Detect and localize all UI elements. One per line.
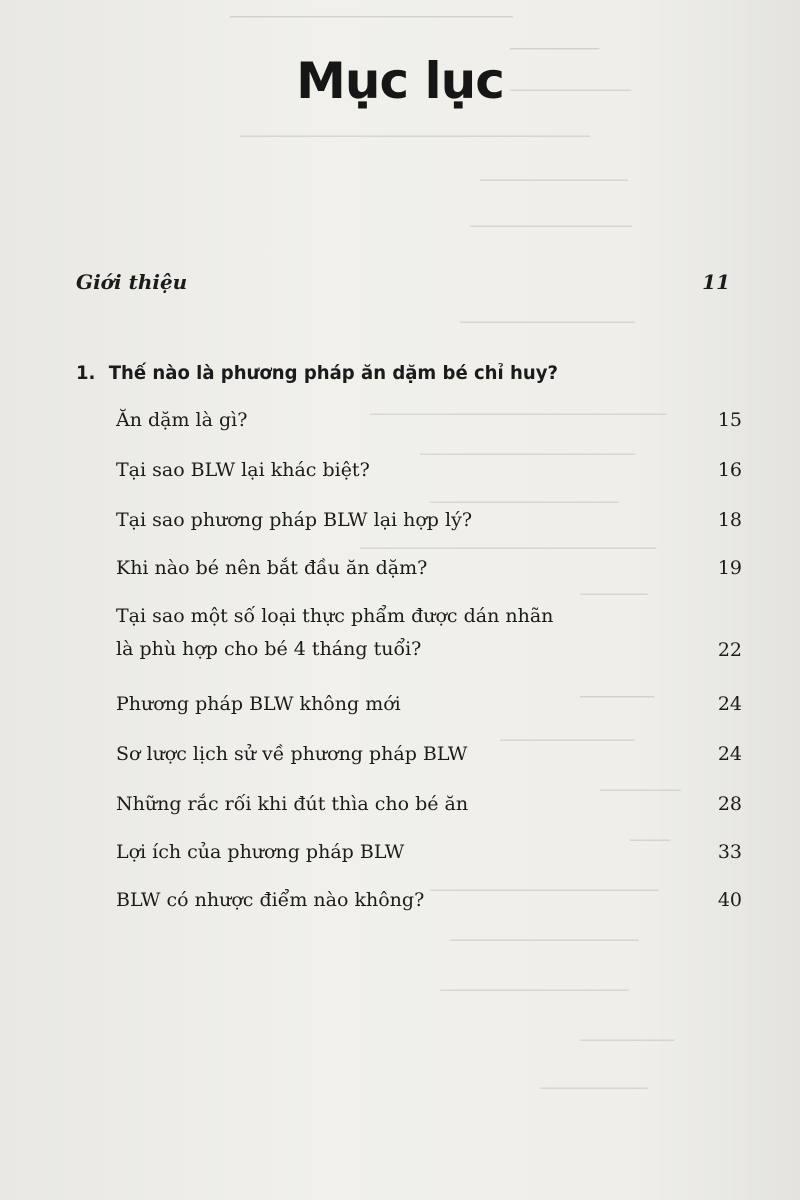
toc-entry-page: 28 bbox=[717, 793, 742, 815]
toc-entry-page: 19 bbox=[717, 557, 742, 579]
toc-entry[interactable] bbox=[116, 688, 742, 720]
toc-entry-label: Phương pháp BLW không mới bbox=[116, 693, 401, 715]
toc-entry[interactable] bbox=[116, 504, 742, 536]
toc-entry-page: 15 bbox=[717, 409, 742, 431]
toc-entry-label: Sơ lược lịch sử về phương pháp BLW bbox=[116, 743, 468, 765]
toc-entry-page: 40 bbox=[717, 889, 742, 911]
toc-intro-page: 11 bbox=[702, 270, 730, 294]
toc-entry-page: 33 bbox=[717, 841, 742, 863]
toc-entry-page: 18 bbox=[717, 509, 742, 531]
toc-intro-entry[interactable] bbox=[76, 266, 730, 298]
toc-entry[interactable] bbox=[116, 738, 742, 770]
toc-chapter-heading[interactable] bbox=[76, 362, 558, 384]
toc-entry-page: 16 bbox=[717, 459, 742, 481]
toc-entry-page: 22 bbox=[717, 639, 742, 661]
toc-entry-label: Ăn dặm là gì? bbox=[116, 409, 248, 431]
reverse-page-bleed-through: ─────────────────── ────── ───────── ────────────────────────── ─────────── ──────────── ───────────── ────────────────────── ──────────────── ────────────── ────────────────────── ───── ───── ────────── ────── ─── ───────────────── ────────────── ────────────── ─────── ──────── bbox=[230, 4, 681, 1099]
toc-entry[interactable] bbox=[116, 788, 742, 820]
toc-entry-page: 24 bbox=[717, 693, 742, 715]
toc-entry[interactable] bbox=[116, 884, 742, 916]
chapter-number: 1. bbox=[76, 362, 96, 384]
toc-entry-label bbox=[116, 600, 553, 666]
toc-entry-label: Lợi ích của phương pháp BLW bbox=[116, 841, 405, 863]
chapter-title: Thế nào là phương pháp ăn dặm bé chỉ huy? bbox=[108, 362, 558, 384]
toc-entry-label-line1: Tại sao một số loại thực phẩm được dán nhãn bbox=[116, 605, 554, 627]
toc-entry-page: 24 bbox=[717, 743, 742, 765]
toc-entry-label: BLW có nhược điểm nào không? bbox=[116, 889, 425, 911]
toc-entry-label: Tại sao phương pháp BLW lại hợp lý? bbox=[116, 509, 473, 531]
toc-entry[interactable] bbox=[116, 600, 742, 666]
toc-entry[interactable] bbox=[116, 836, 742, 868]
toc-entry[interactable] bbox=[116, 404, 742, 436]
toc-entry-label: Những rắc rối khi đút thìa cho bé ăn bbox=[116, 793, 469, 815]
toc-entry[interactable] bbox=[116, 552, 742, 584]
toc-entry-label: Khi nào bé nên bắt đầu ăn dặm? bbox=[116, 557, 428, 579]
page-title: Mục lục bbox=[296, 52, 504, 110]
toc-entry-label: Tại sao BLW lại khác biệt? bbox=[116, 459, 370, 481]
toc-entry-label-line2: là phù hợp cho bé 4 tháng tuổi? bbox=[116, 638, 422, 660]
toc-entry[interactable] bbox=[116, 454, 742, 486]
toc-intro-label: Giới thiệu bbox=[76, 270, 188, 294]
